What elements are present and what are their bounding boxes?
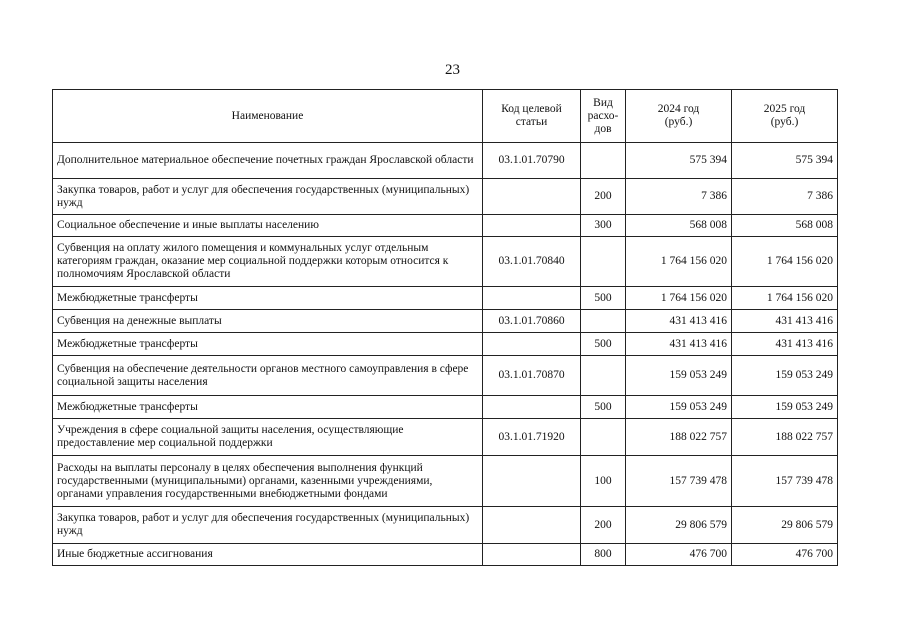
cell-2024: 431 413 416 <box>626 310 732 333</box>
cell-code: 03.1.01.71920 <box>483 419 581 456</box>
cell-2025: 159 053 249 <box>732 356 838 396</box>
cell-name: Закупка товаров, работ и услуг для обеспечения государственных (муниципальных) нужд <box>53 179 483 215</box>
cell-name: Межбюджетные трансферты <box>53 287 483 310</box>
cell-2025: 431 413 416 <box>732 333 838 356</box>
table-row <box>53 333 838 356</box>
budget-table <box>52 89 838 566</box>
header-2025-line: (руб.) <box>770 116 799 128</box>
cell-code <box>483 333 581 356</box>
table-row <box>53 419 838 456</box>
cell-name: Закупка товаров, работ и услуг для обеспечения государственных (муниципальных) нужд <box>53 507 483 544</box>
cell-code <box>483 215 581 237</box>
cell-2025: 7 386 <box>732 179 838 215</box>
cell-2025: 29 806 579 <box>732 507 838 544</box>
cell-type: 500 <box>581 287 626 310</box>
cell-type: 100 <box>581 456 626 507</box>
cell-2024: 29 806 579 <box>626 507 732 544</box>
cell-2025: 157 739 478 <box>732 456 838 507</box>
header-code <box>483 90 581 143</box>
header-type-line: Вид <box>593 96 613 109</box>
cell-2025: 575 394 <box>732 143 838 179</box>
cell-type: 200 <box>581 179 626 215</box>
table-row <box>53 507 838 544</box>
cell-code: 03.1.01.70840 <box>483 237 581 287</box>
header-name: Наименование <box>53 90 483 143</box>
cell-code <box>483 287 581 310</box>
cell-type: 500 <box>581 396 626 419</box>
header-2024-line: (руб.) <box>664 116 693 128</box>
cell-code <box>483 507 581 544</box>
cell-name: Межбюджетные трансферты <box>53 396 483 419</box>
cell-type <box>581 143 626 179</box>
table-row <box>53 179 838 215</box>
cell-type <box>581 237 626 287</box>
cell-name: Учреждения в сфере социальной защиты населения, осуществляющие предоставление мер социальной поддержки <box>53 419 483 456</box>
header-type-line: расхо- <box>587 109 619 122</box>
cell-2024: 7 386 <box>626 179 732 215</box>
cell-name: Иные бюджетные ассигнования <box>53 544 483 566</box>
table-row <box>53 287 838 310</box>
cell-2024: 159 053 249 <box>626 396 732 419</box>
cell-2025: 431 413 416 <box>732 310 838 333</box>
table-row <box>53 310 838 333</box>
cell-2024: 188 022 757 <box>626 419 732 456</box>
cell-2025: 159 053 249 <box>732 396 838 419</box>
cell-2025: 476 700 <box>732 544 838 566</box>
cell-name: Социальное обеспечение и иные выплаты населению <box>53 215 483 237</box>
header-code-line: статьи <box>515 116 548 128</box>
cell-2024: 1 764 156 020 <box>626 287 732 310</box>
cell-type: 800 <box>581 544 626 566</box>
table-row <box>53 544 838 566</box>
cell-type <box>581 419 626 456</box>
cell-code: 03.1.01.70790 <box>483 143 581 179</box>
cell-code: 03.1.01.70860 <box>483 310 581 333</box>
page-number: 23 <box>445 62 460 78</box>
cell-name: Субвенция на обеспечение деятельности органов местного самоуправления в сфере социальной защиты населения <box>53 356 483 396</box>
cell-2024: 476 700 <box>626 544 732 566</box>
cell-2025: 568 008 <box>732 215 838 237</box>
cell-2025: 1 764 156 020 <box>732 287 838 310</box>
header-code-line: Код целевой <box>501 103 562 115</box>
header-2024 <box>626 90 732 143</box>
cell-name: Межбюджетные трансферты <box>53 333 483 356</box>
cell-type <box>581 356 626 396</box>
cell-name: Расходы на выплаты персоналу в целях обеспечения выполнения функций государственными (муниципальными) органами, казенными учреждениями, органами управления государственными внебюджетными фондами <box>53 456 483 507</box>
cell-2024: 157 739 478 <box>626 456 732 507</box>
cell-code: 03.1.01.70870 <box>483 356 581 396</box>
cell-code <box>483 456 581 507</box>
cell-type <box>581 310 626 333</box>
cell-2024: 568 008 <box>626 215 732 237</box>
table-row <box>53 456 838 507</box>
cell-2025: 1 764 156 020 <box>732 237 838 287</box>
table-row <box>53 356 838 396</box>
cell-code <box>483 544 581 566</box>
cell-type: 200 <box>581 507 626 544</box>
table-row <box>53 396 838 419</box>
cell-type: 300 <box>581 215 626 237</box>
cell-2025: 188 022 757 <box>732 419 838 456</box>
header-2025-line: 2025 год <box>763 103 806 115</box>
header-type-line: дов <box>594 122 612 135</box>
cell-2024: 1 764 156 020 <box>626 237 732 287</box>
cell-type: 500 <box>581 333 626 356</box>
cell-2024: 575 394 <box>626 143 732 179</box>
cell-code <box>483 179 581 215</box>
table-row <box>53 237 838 287</box>
table-row <box>53 143 838 179</box>
header-2025 <box>732 90 838 143</box>
cell-code <box>483 396 581 419</box>
header-2024-line: 2024 год <box>657 103 700 115</box>
cell-2024: 159 053 249 <box>626 356 732 396</box>
cell-2024: 431 413 416 <box>626 333 732 356</box>
cell-name: Субвенция на оплату жилого помещения и коммунальных услуг отдельным категориям граждан, оказание мер социальной поддержки которым относится к полномочиям Ярославской области <box>53 237 483 287</box>
table-header-row <box>53 90 838 143</box>
cell-name: Субвенция на денежные выплаты <box>53 310 483 333</box>
table-row <box>53 215 838 237</box>
header-type <box>581 90 626 143</box>
cell-name: Дополнительное материальное обеспечение почетных граждан Ярославской области <box>53 143 483 179</box>
